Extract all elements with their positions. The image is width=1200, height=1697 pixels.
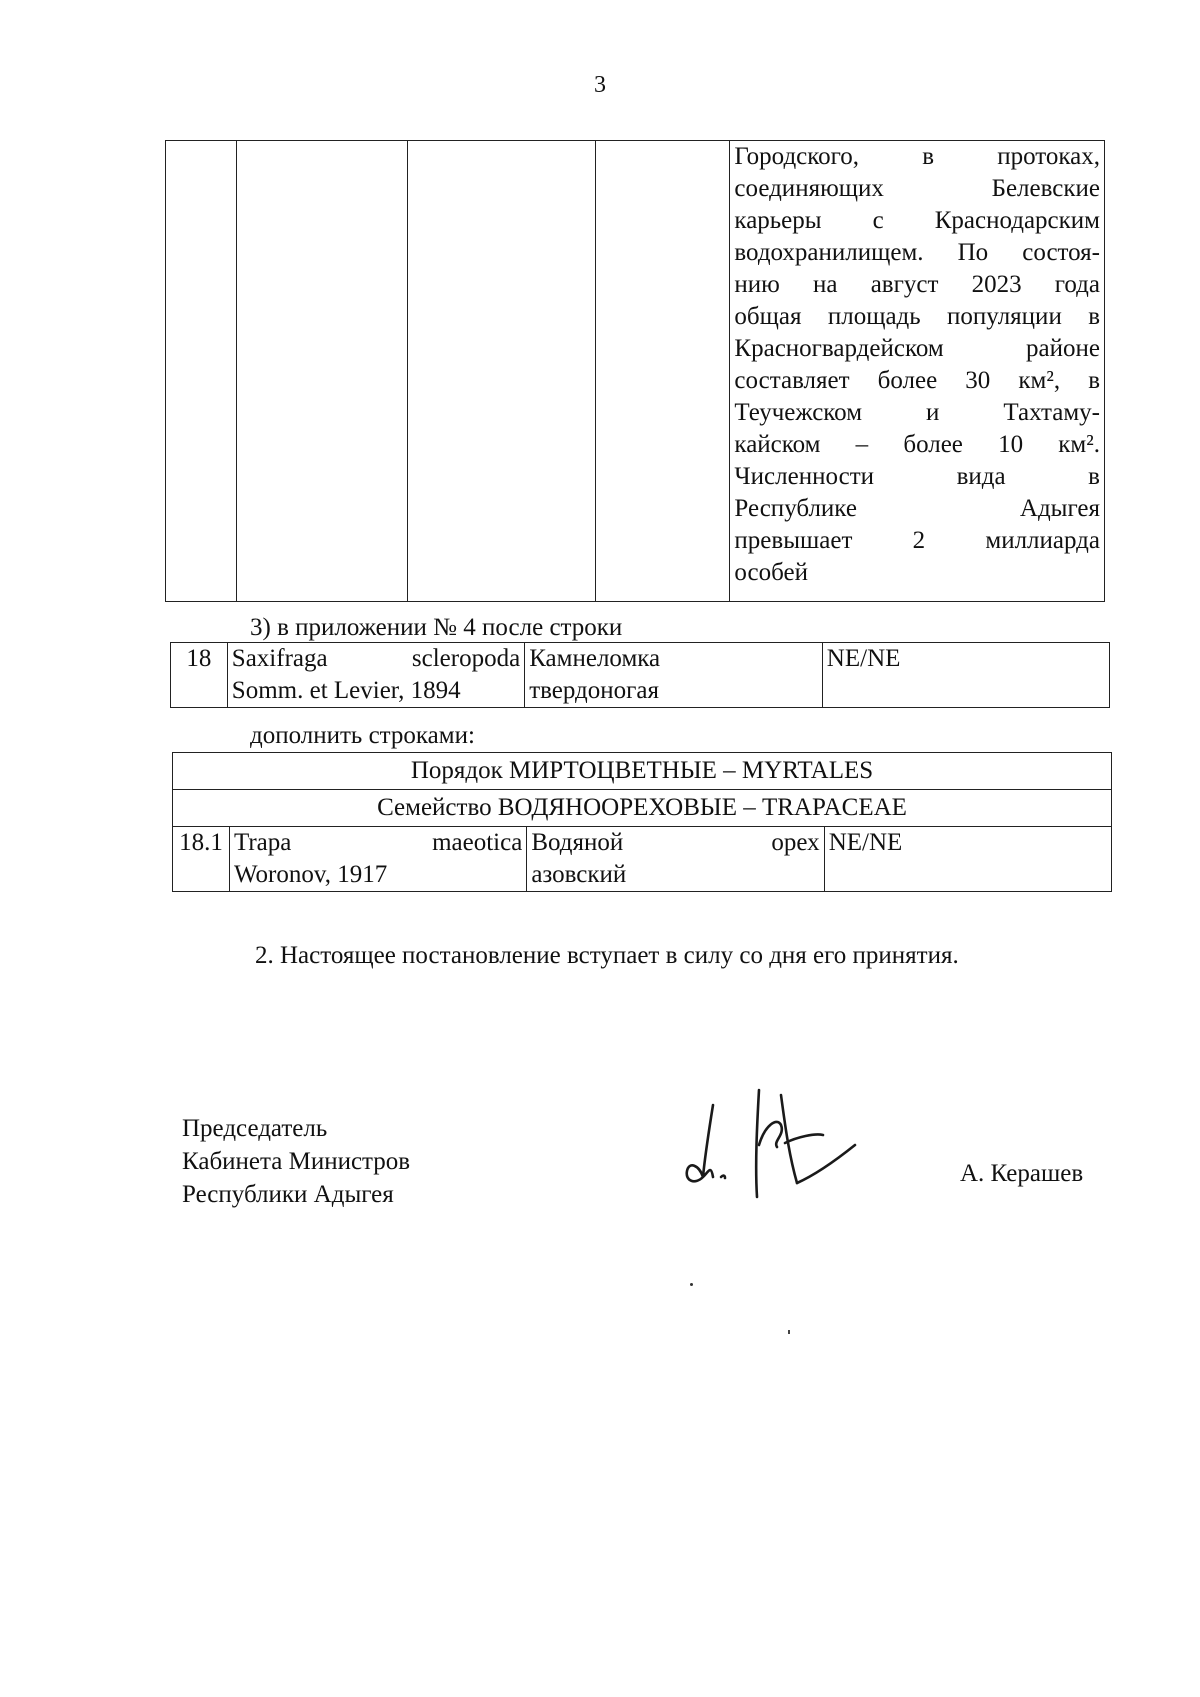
- description-line: составляет более 30 км², в: [734, 367, 1100, 394]
- signatory-name: А. Керашев: [960, 1160, 1084, 1187]
- scan-speck: [690, 1283, 693, 1286]
- description-line: Численности вида в: [734, 463, 1100, 490]
- continuation-table: [165, 140, 1105, 602]
- description-line: Красногвардейском районе: [734, 335, 1100, 362]
- signatory-title-line: Председатель: [182, 1115, 328, 1142]
- handwritten-signature: [685, 1085, 865, 1200]
- description-line: водохранилищем. По состоя-: [734, 239, 1100, 266]
- description-line: Городского, в протоках,: [734, 143, 1100, 170]
- description-line: кайском – более 10 км².: [734, 431, 1100, 458]
- table-cell: [237, 141, 408, 602]
- russian-name-cell: [527, 827, 824, 892]
- species-table-new: [172, 752, 1112, 892]
- paragraph-3: 3) в приложении № 4 после строки: [250, 614, 623, 641]
- description-line: карьеры с Краснодарским: [734, 207, 1100, 234]
- russian-name-cell: [525, 643, 823, 708]
- signatory-title-line: Кабинета Министров: [182, 1148, 411, 1175]
- family-heading: Семейство ВОДЯНООРЕХОВЫЕ – TRAPACEAE: [173, 790, 1112, 827]
- table-row: [173, 827, 1112, 892]
- latin-name-line: Saxifraga sclеropoda: [231, 645, 521, 672]
- table-row: [173, 753, 1112, 790]
- latin-name-cell: [229, 827, 526, 892]
- russian-name-line: Камнеломка: [529, 645, 661, 672]
- latin-name-line: Somm. et Levier, 1894: [231, 677, 461, 704]
- order-heading: Порядок МИРТОЦВЕТНЫЕ – MYRTALES: [173, 753, 1112, 790]
- description-cell: [730, 141, 1105, 602]
- latin-name-line: Woronov, 1917: [233, 861, 388, 888]
- row-number: 18: [171, 643, 228, 708]
- russian-name-line: твердоногая: [529, 677, 660, 704]
- paragraph-add: дополнить строками:: [250, 722, 475, 749]
- description-line: Республике Адыгея: [734, 495, 1100, 522]
- table-cell: [595, 141, 730, 602]
- paragraph-2: 2. Настоящее постановление вступает в силу со дня его принятия.: [255, 942, 959, 969]
- description-line: соединяющих Белевские: [734, 175, 1100, 202]
- row-number: 18.1: [173, 827, 230, 892]
- latin-name-line: Trapa maeotica: [233, 829, 523, 856]
- table-cell: [166, 141, 237, 602]
- description-line: общая площадь популяции в: [734, 303, 1100, 330]
- table-row: [173, 790, 1112, 827]
- table-cell: [407, 141, 595, 602]
- status-cell: NE/NE: [822, 643, 1109, 708]
- russian-name-line: азовский: [531, 861, 627, 888]
- description-line: Теучежском и Тахтаму-: [734, 399, 1100, 426]
- scan-speck: [788, 1330, 790, 1334]
- status-cell: NE/NE: [824, 827, 1111, 892]
- signatory-title: [182, 1112, 410, 1211]
- signatory-title-line: Республики Адыгея: [182, 1181, 394, 1208]
- description-line: нию на август 2023 года: [734, 271, 1100, 298]
- russian-name-line: Водяной орех: [531, 829, 820, 856]
- description-line: превышает 2 миллиарда: [734, 527, 1100, 554]
- table-row: [166, 141, 1105, 602]
- table-row: [171, 643, 1110, 708]
- page-number: 3: [594, 72, 606, 98]
- description-line: особей: [734, 559, 809, 586]
- species-table-existing: [170, 642, 1110, 708]
- latin-name-cell: [227, 643, 524, 708]
